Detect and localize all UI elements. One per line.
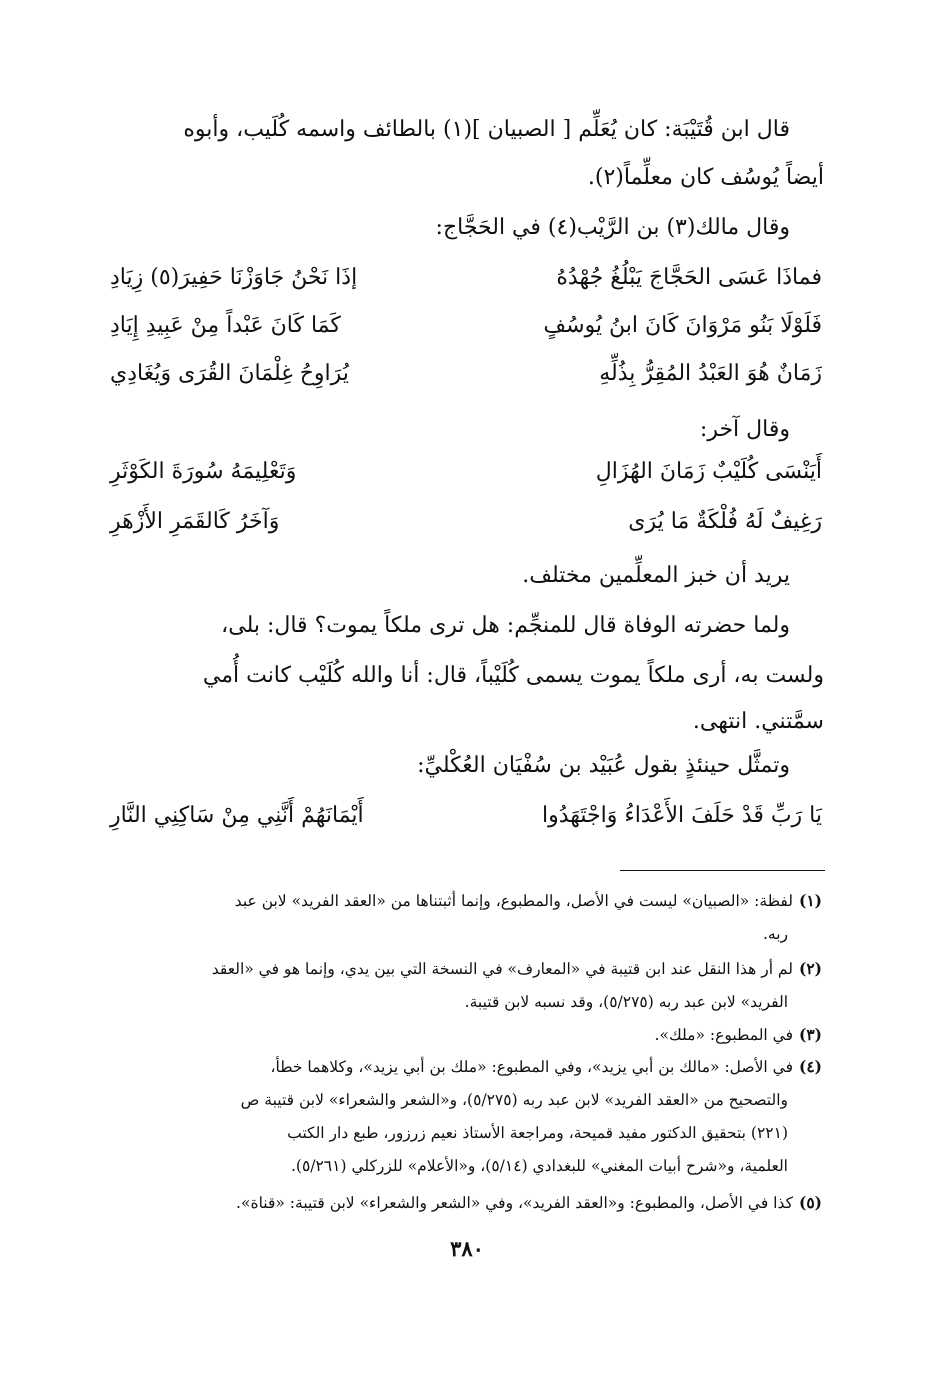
- footnote-separator: [620, 870, 825, 871]
- verse-intro: [75, 204, 824, 252]
- verse-first-hemistich: رَغِيفٌ لَهُ فُلْكَةٌ مَا يُرَى: [628, 509, 822, 534]
- footnote-text: (٢٢١) بتحقيق الدكتور مفيد قميحة، ومراجعة الأستاذ نعيم زرزور، طبع دار الكتب: [287, 1124, 788, 1142]
- footnote: [110, 1186, 822, 1220]
- paragraph-text: ولما حضرته الوفاة قال للمنجِّم: هل ترى ملكاً يموت؟ قال: بلى،: [221, 613, 790, 638]
- verse-line: [110, 252, 822, 304]
- verse-line: [110, 790, 822, 842]
- verse-first-hemistich: أَيَنْسَى كُلَيْبٌ زَمَانَ الهُزَالِ: [595, 459, 822, 484]
- footnote-text: الفريد» لابن عبد ربه (٥/٢٧٥)، وقد نسبه لابن قتيبة.: [464, 993, 788, 1011]
- paragraph-line: [109, 698, 824, 746]
- verse-first-hemistich: يَا رَبِّ قَدْ حَلَفَ الأَعْدَاءُ وَاجْتَهَدُوا: [541, 803, 822, 828]
- footnote-text: لم أر هذا النقل عند ابن قتيبة في «المعارف» في النسخة التي بين يدي، وإنما هو في «العقد: [211, 960, 793, 978]
- paragraph-line: [109, 652, 824, 700]
- footnote-text: والتصحيح من «العقد الفريد» لابن عبد ربه (٥/٢٧٥)، و«الشعر والشعراء» لابن قتيبة ص: [240, 1091, 788, 1109]
- footnote: [110, 1018, 822, 1052]
- verse-second-hemistich: إذَا نَحْنُ جَاوَزْنَا حَفِيرَ(٥) زِيَادِ: [110, 265, 358, 290]
- verse-first-hemistich: زَمَانٌ هُوَ العَبْدُ المُقِرُّ بِذُلِّهِ: [599, 361, 822, 386]
- footnote-text: في المطبوع: «ملك».: [654, 1026, 793, 1044]
- paragraph-text: ولست به، أرى ملكاً يموت يسمى كُلَيْباً، قال: أنا والله كُلَيْب كانت أُمي: [202, 663, 824, 688]
- footnote-text: كذا في الأصل، والمطبوع: و«العقد الفريد»، وفي «الشعر والشعراء» لابن قتيبة: «قناة».: [236, 1194, 793, 1212]
- footnote: [110, 952, 822, 1019]
- paragraph-line: [109, 154, 824, 202]
- footnote: [110, 884, 822, 951]
- footnote-number: (٢): [798, 959, 822, 978]
- footnote-number: (٣): [798, 1025, 822, 1044]
- verse-second-hemistich: وَآخَرُ كَالقَمَرِ الأَزْهَرِ: [110, 509, 280, 534]
- page-number: ٣٨٠: [450, 1236, 484, 1261]
- paragraph-text: يريد أن خبز المعلِّمين مختلف.: [522, 563, 790, 588]
- paragraph-line: [75, 552, 824, 600]
- footnote-number: (٥): [798, 1193, 822, 1212]
- verse-second-hemistich: كَمَا كَانَ عَبْداً مِنْ عَبِيدِ إِيَادِ: [110, 313, 341, 338]
- paragraph-text: قال ابن قُتَيْبَة: كان يُعَلِّم [ الصبيان ](١) بالطائف واسمه كُلَيب، وأبوه: [183, 117, 790, 142]
- paragraph-text: وتمثَّل حينئذٍ بقول عُبَيْد بن سُفْيَان العُكْليِّ:: [417, 753, 790, 778]
- paragraph-line: [75, 106, 824, 154]
- verse-line: [110, 446, 822, 498]
- verse-line: [110, 300, 822, 352]
- footnote-number: (٤): [798, 1057, 822, 1076]
- verse-second-hemistich: أَيْمَانَهُمْ أَنَّنِي مِنْ سَاكِنِي النَّارِ: [110, 803, 364, 828]
- paragraph-text: وقال مالك(٣) بن الرَّيْب(٤) في الحَجَّاج:: [435, 215, 790, 240]
- footnote: [110, 1050, 822, 1183]
- verse-intro: [75, 742, 824, 790]
- footnote-text: ربه.: [762, 925, 788, 943]
- verse-second-hemistich: وَتَعْلِيمَهُ سُورَةَ الكَوْثَرِ: [110, 459, 297, 484]
- paragraph-text: وقال آخر:: [699, 417, 790, 442]
- paragraph-text: سمَّتني. انتهى.: [692, 709, 824, 734]
- footnote-text: العلمية، و«شرح أبيات المغني» للبغدادي (٥/١٤)، و«الأعلام» للزركلي (٥/٢٦١).: [290, 1157, 788, 1175]
- footnote-text: في الأصل: «مالك بن أبي يزيد»، وفي المطبوع: «ملك بن أبي يزيد»، وكلاهما خطأ،: [270, 1058, 793, 1076]
- verse-line: [110, 496, 822, 548]
- verse-line: [110, 348, 822, 400]
- verse-first-hemistich: فماذَا عَسَى الحَجَّاجَ يَبْلُغُ جُهْدُهُ: [556, 265, 822, 290]
- footnote-number: (١): [798, 891, 822, 910]
- verse-first-hemistich: فَلَوْلَا بَنُو مَرْوَانَ كَانَ ابنُ يُوسُفٍ: [543, 313, 822, 338]
- paragraph-text: أيضاً يُوسُف كان معلِّماً(٢).: [587, 165, 824, 190]
- paragraph-line: [75, 602, 824, 650]
- footnote-text: لفظة: «الصبيان» ليست في الأصل، والمطبوع، وإنما أثبتناها من «العقد الفريد» لابن عبد: [234, 892, 793, 910]
- verse-second-hemistich: يُرَاوِحُ غِلْمَانَ القُرَى وَيُغَادِي: [110, 361, 349, 386]
